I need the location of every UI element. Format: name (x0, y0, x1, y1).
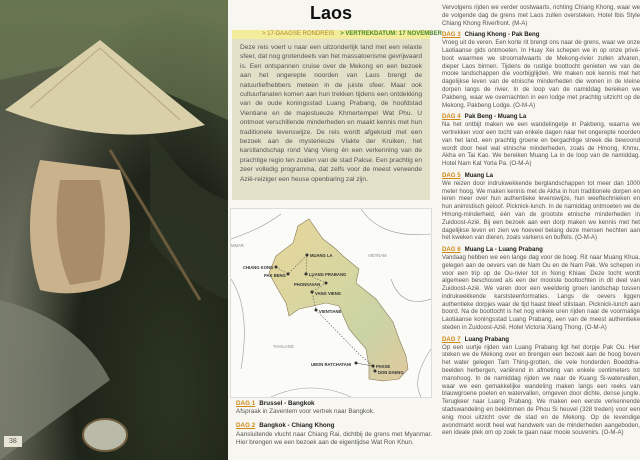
day-number: DAG 6 (442, 246, 461, 254)
route-map (230, 208, 432, 398)
day-text: We reizen door indrukwekkende berglandschappen tot meer dan 1000 meter hoog. We maken kennis met de Akha in hun traditionele dorpen en leren meer over hun authentieke levenswijze, hun weeftechnieken en hun animistisch geloof. Picknick-lunch. In de namiddag ontmoeten we de Hmong-minderheid, één van de grootste etnische minderheden in Zuidoost-Azië. Bij een bezoek aan een dorp maken we kennis met het dagelijkse leven en zien we hoeveel belang deze mensen hechten aan het kweken van dieren, zoals varkens en buffels. (O-M-A) (442, 179, 640, 242)
day-heading (236, 400, 432, 408)
city-dot (355, 362, 358, 365)
city-dot (305, 273, 308, 276)
departure-date: > VERTREKDATUM: 17 NOVEMBER (340, 31, 442, 37)
city-dot (325, 282, 328, 285)
day-title: Pak Beng - Muang La (464, 113, 527, 121)
city-dot (275, 266, 278, 269)
city-dot (315, 309, 318, 312)
day-number: DAG 7 (442, 335, 461, 343)
city-dot (306, 254, 309, 257)
city-label: VIENTIANE (319, 309, 342, 314)
day-title: Brussel - Bangkok (259, 400, 315, 407)
city-label: PHONSAVAN (294, 282, 321, 287)
photo-woman-with-hat (0, 0, 228, 460)
day-number: DAG 3 (442, 31, 461, 39)
city-dot (374, 370, 377, 373)
day-title: Chiang Khong - Pak Beng (464, 31, 540, 39)
day-text: Vroeg uit de veren. Een korte rit brengt ons naar de grens, waar we onze Laotiaanse gids ontmoeten. In Huay Xei schepen we in op onze privé-boot waarmee we stroomafwaarts de Mekong-rivier zullen afvaren, dieper Laos binnen. Tijdens de rustige boottocht genieten we van de mooie landschappen die voorbijglijden. We maken ook kennis met het dagelijkse leven van de etnische minderheden die wonen in de kleine dorpen langs de rivier. In de loop van de namiddag bereiken we Pakbeng, waar we overnachten in een lodge met prachtig uitzicht op de Mekong. Pakbeng Lodge. (O-M-A) (442, 39, 640, 109)
day-number: DAG 1 (236, 400, 256, 407)
city-label: CHIANG KONG (243, 265, 274, 270)
label-vietnam: VIETNAM (368, 253, 387, 258)
day-text: Vervolgens rijden we verder oostwaarts, richting Chiang Khong, waar we de volgende dag de grens met Laos zullen oversteken. Hotel Ibis Style Chiang Khong Riverfront. (M-A) (442, 4, 640, 27)
page-number: 38 (4, 436, 22, 447)
city-label: PAKSE (376, 364, 391, 369)
day-text: Afspraak in Zaventem voor vertrek naar Bangkok. (236, 408, 375, 416)
day-text: Op een uurtje rijden van Luang Prabang ligt het dorpje Pak Ou. Hier steken we de Mekong over en brengen een bezoek aan de hoog boven het water gelegen Tam Thing-grotten, die vele honderden Boeddha-beelden herbergen, variërend in afmeting van enkele centimeters tot manshoog. In de namiddag rijden we naar de Kuang Si-watervallen, waar we een gemakkelijke wandeling maken langs een reeks van blauwgroene poelen en watervallen, omgeven door dichte, dense jungle. Terugkeer naar Luang Prabang. We maken een eerste verkennende stadswandeling en beklimmen de Phou Si heuvel (328 treden) voor een enig mooi uitzicht over de stad en de Mekong. Op de levendige avondmarkt wordt heel wat handwerk van de minderheden aangeboden, een ideale plek om op zoek te gaan naar mooie souvenirs. (O-M-A) (442, 343, 640, 437)
city-label: DON DAENG (378, 370, 404, 375)
tour-info-band (232, 30, 442, 39)
day-title: Muang La (464, 171, 494, 179)
itinerary-right (442, 4, 640, 437)
tour-type: > 17-DAAGSE RONDREIS (262, 31, 335, 37)
city-label: PAK BENG (264, 273, 286, 278)
day-number: DAG 4 (442, 113, 461, 121)
label-myanmar: MMAR (231, 243, 244, 248)
city-dot (311, 291, 314, 294)
day-heading (442, 336, 640, 344)
intro-box (232, 30, 442, 200)
itinerary-left (236, 400, 432, 447)
day-heading (236, 422, 432, 430)
day-number: DAG 2 (236, 422, 256, 430)
intro-text: Deze reis voert u naar een uitzonderlijk land met een relaxte sfeer, dat nog grotendeels van het massatoerisme gevrijwaard is. Een ontspannen cruise over de Mekong en een bezoek aan het ongerepte noorden van Laos brengt de natuurliefhebbers meteen in de juiste sfeer. Maar ook cultuurfanaten komen aan hun trekken tijdens een ontdekking van de oude koningsstad Luang Prabang, de hoofdstad Vientiane en de majestueuze Khmertempel Wat Phu. U ontmoet verschillende minderheden en maakt kennis met hun traditionele levenswijze. De reis wordt afgekruid met een bezoek aan de mysterieuze Vlakte der Kruiken, het karstlandschap rond Vang Vieng én een verkenning van de prachtige regio ten zuiden van de stad Pakse. Een prachtig en zeer volledig programma, dat zelfs voor de meest verwende Azië-reiziger een heuse openbaring zal zijn. (240, 44, 422, 183)
photo-illustration (0, 0, 228, 460)
day-heading (442, 172, 640, 180)
city-dot (287, 273, 290, 276)
city-label: UBON RATCHATANI (311, 362, 352, 367)
laos-shape (269, 219, 408, 381)
day-heading (442, 113, 640, 121)
label-thailand: THAILAND (273, 344, 294, 349)
day-heading (442, 246, 640, 254)
city-label: VANG VIENG (315, 291, 341, 296)
city-dot (372, 365, 375, 368)
day-text: Vandaag hebben we een lange dag voor de boeg. Rit naar Muang Khua, gelegen aan de oevers van de Nam Ou en de Nam Pak. We schepen in voor een trip op de Ou-rivier tot in Nong Khiaw. Deze tocht wordt algemeen beschouwd als een der mooiste boottochten in dit deel van Zuidoost-Azië. We varen door een weelderig groen landschap tussen indrukwekkende karststeenformaties. Langs de oevers liggen authentieke dorpjes waar de tijd haast bleef stilstaan. Picknick-lunch aan boord. Na de boottocht is het nog enkele uren rijden naar de voormalige Laotiaanse koningsstad Luang Prabang, een van de meest authentieke steden in Zuidoost-Azië. Hotel Victoria Xiang Thong. (O-M-A) (442, 253, 640, 332)
day-text: Aansluitende vlucht naar Chiang Rai, dichtbij de grens met Myanmar. Hier brengen we een bezoek aan de eigentijdse Wat Ron Khun. (236, 430, 432, 446)
map-svg (231, 209, 431, 397)
city-label: LUANG PRABANG (309, 272, 347, 277)
day-title: Luang Prabang (464, 335, 509, 343)
city-label: MUANG LA (310, 253, 333, 258)
page-title: Laos (309, 3, 352, 23)
day-text: Na het ontbijt maken we een wandelingetje in Pakbeng, waarna we vertrekken voor een tocht van enkele dagen naar het ongerepte noorden van het land, een prachtig groene en bergachtige streek die bewoond wordt door heel wat etnische minderheden, zoals de Hmong, Khmu, Akha en Tai Kao. We bereiken Muang La in de loop van de namiddag. Hotel Nam Kat Yorla Pa. (O-M-A) (442, 121, 640, 168)
day-title: Bangkok - Chiang Khong (259, 422, 335, 430)
day-title: Muang La - Luang Prabang (464, 246, 543, 254)
day-heading (442, 31, 640, 39)
day-number: DAG 5 (442, 171, 461, 179)
